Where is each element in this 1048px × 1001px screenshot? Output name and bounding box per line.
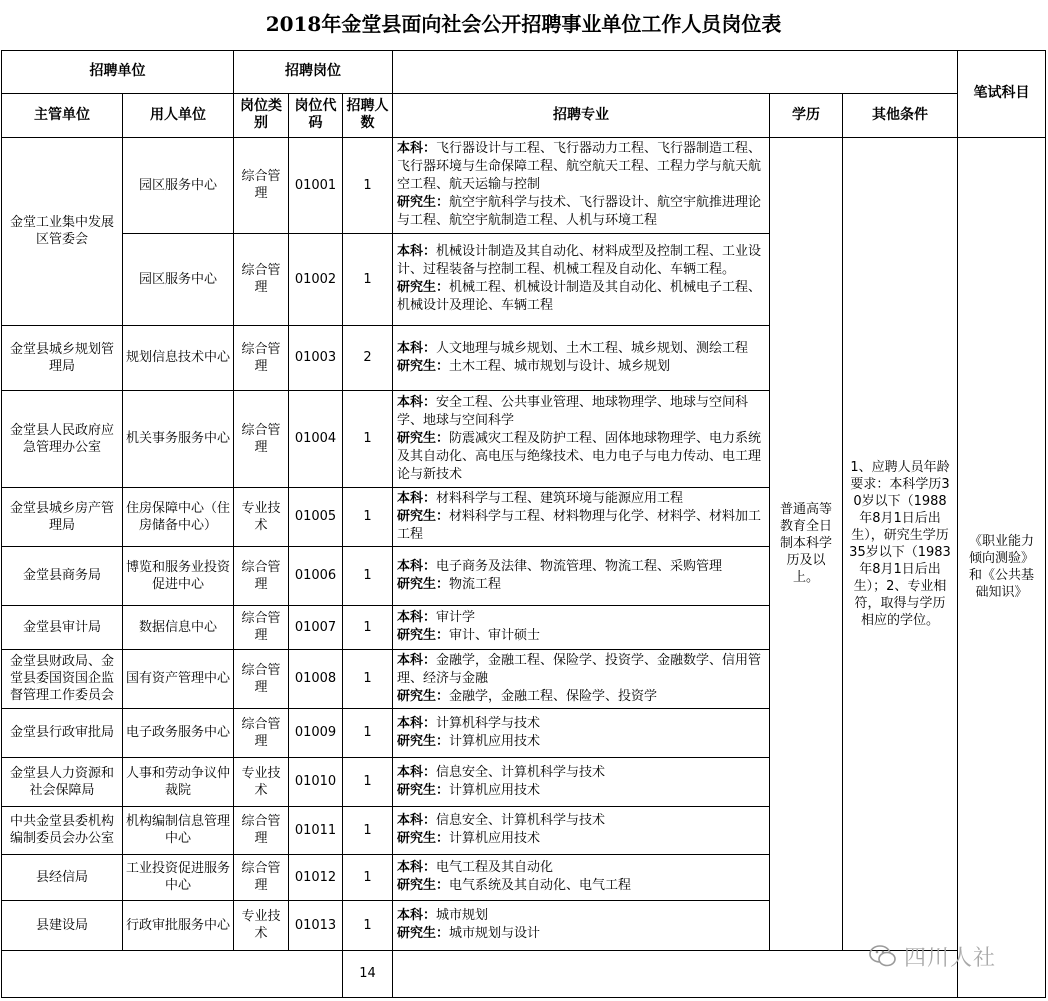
employer-cell: 住房保障中心（住房储备中心）	[123, 487, 234, 546]
employer-cell: 博览和服务业投资促进中心	[123, 546, 234, 605]
undergrad-label: 本科：	[397, 340, 437, 356]
undergrad-label: 本科：	[397, 908, 437, 923]
undergrad-label: 本科：	[397, 558, 437, 574]
postgrad-label: 研究生：	[397, 878, 450, 893]
count-cell: 1	[343, 708, 393, 757]
count-cell: 2	[343, 325, 393, 390]
employer-cell: 国有资产管理中心	[123, 649, 234, 708]
post-code-cell: 01006	[289, 546, 343, 605]
dept-cell: 县经信局	[2, 854, 123, 900]
header-recruiting-unit: 招聘单位	[2, 50, 234, 93]
postgrad-majors: 电气系统及其自动化、电气工程	[449, 878, 632, 893]
header-education: 学历	[770, 93, 843, 137]
undergrad-majors: 城市规划	[436, 908, 489, 923]
employer-cell: 机关事务服务中心	[123, 390, 234, 487]
header-employer: 用人单位	[123, 93, 234, 137]
undergrad-majors: 材料科学与工程、建筑环境与能源应用工程	[436, 490, 684, 506]
employer-cell: 电子政务服务中心	[123, 708, 234, 757]
employer-cell: 工业投资促进服务中心	[123, 854, 234, 900]
postgrad-majors: 计算机应用技术	[449, 782, 541, 798]
post-code-cell: 01012	[289, 854, 343, 900]
employer-cell: 数据信息中心	[123, 605, 234, 649]
dept-cell: 金堂县商务局	[2, 546, 123, 605]
count-cell: 1	[343, 649, 393, 708]
post-type-cell: 综合管理	[234, 605, 289, 649]
undergrad-majors: 人文地理与城乡规划、土木工程、城乡规划、测绘工程	[436, 340, 749, 356]
undergrad-majors: 机械设计制造及其自动化、材料成型及控制工程、工业设计、过程装备与控制工程、机械工程及自动化、车辆工程。	[397, 244, 762, 277]
postgrad-label: 研究生：	[397, 576, 450, 592]
postgrad-majors: 审计、审计硕士	[449, 628, 541, 643]
count-cell: 1	[343, 546, 393, 605]
major-cell	[393, 137, 770, 233]
employer-cell: 行政审批服务中心	[123, 900, 234, 950]
count-cell: 1	[343, 137, 393, 233]
postgrad-label: 研究生：	[397, 280, 450, 295]
postgrad-label: 研究生：	[397, 195, 450, 210]
major-cell	[393, 546, 770, 605]
dept-cell: 金堂县财政局、金堂县委国资国企监督管理工作委员会	[2, 649, 123, 708]
dept-cell: 县建设局	[2, 900, 123, 950]
undergrad-label: 本科：	[397, 141, 437, 156]
undergrad-label: 本科：	[397, 652, 437, 668]
header-post-type: 岗位类别	[234, 93, 289, 137]
dept-cell: 金堂县城乡房产管理局	[2, 487, 123, 546]
count-cell: 1	[343, 487, 393, 546]
postgrad-majors: 土木工程、城市规划与设计、城乡规划	[449, 358, 671, 374]
postgrad-label: 研究生：	[397, 508, 450, 524]
header-major: 招聘专业	[393, 93, 770, 137]
major-cell	[393, 325, 770, 390]
page-title: 2018年金堂县面向社会公开招聘事业单位工作人员岗位表	[2, 0, 1046, 50]
job-table	[1, 0, 1046, 998]
employer-cell: 规划信息技术中心	[123, 325, 234, 390]
major-cell	[393, 854, 770, 900]
postgrad-majors: 金融学，金融工程、保险学、投资学	[449, 688, 658, 704]
undergrad-label: 本科：	[397, 764, 437, 780]
post-type-cell: 综合管理	[234, 806, 289, 854]
employer-cell: 园区服务中心	[123, 137, 234, 233]
exam-subjects: 《职业能力倾向测验》和《公共基础知识》	[958, 137, 1046, 997]
post-type-cell: 综合管理	[234, 708, 289, 757]
undergrad-label: 本科：	[397, 715, 437, 731]
header-post-code: 岗位代码	[289, 93, 343, 137]
postgrad-majors: 计算机应用技术	[449, 831, 541, 846]
post-code-cell: 01010	[289, 757, 343, 806]
postgrad-label: 研究生：	[397, 831, 450, 846]
count-cell: 1	[343, 757, 393, 806]
postgrad-majors: 材料科学与工程、材料物理与化学、材料学、材料加工工程	[397, 508, 762, 542]
header-count: 招聘人数	[343, 93, 393, 137]
post-code-cell: 01003	[289, 325, 343, 390]
table-row	[2, 137, 1046, 233]
post-type-cell: 综合管理	[234, 137, 289, 233]
undergrad-label: 本科：	[397, 860, 437, 875]
post-code-cell: 01008	[289, 649, 343, 708]
post-type-cell: 专业技术	[234, 900, 289, 950]
major-cell	[393, 806, 770, 854]
major-cell	[393, 757, 770, 806]
dept-cell: 金堂县城乡规划管理局	[2, 325, 123, 390]
watermark	[868, 940, 1018, 972]
undergrad-label: 本科：	[397, 244, 437, 259]
undergrad-majors: 信息安全、计算机科学与技术	[436, 764, 606, 780]
major-cell	[393, 649, 770, 708]
header-dept: 主管单位	[2, 93, 123, 137]
postgrad-label: 研究生：	[397, 733, 450, 749]
dept-cell: 金堂县行政审批局	[2, 708, 123, 757]
postgrad-label: 研究生：	[397, 430, 450, 446]
post-code-cell: 01002	[289, 233, 343, 325]
postgrad-label: 研究生：	[397, 782, 450, 798]
count-cell: 1	[343, 900, 393, 950]
major-cell	[393, 233, 770, 325]
undergrad-majors: 审计学	[436, 610, 476, 625]
postgrad-label: 研究生：	[397, 688, 450, 704]
post-code-cell: 01004	[289, 390, 343, 487]
post-type-cell: 综合管理	[234, 325, 289, 390]
header-exam-subject: 笔试科目	[958, 50, 1046, 137]
undergrad-label: 本科：	[397, 394, 437, 410]
watermark-text: 四川人社	[904, 945, 997, 971]
post-code-cell: 01011	[289, 806, 343, 854]
post-code-cell: 01005	[289, 487, 343, 546]
employer-cell: 园区服务中心	[123, 233, 234, 325]
major-cell	[393, 900, 770, 950]
undergrad-majors: 电气工程及其自动化	[436, 860, 554, 875]
dept-cell: 金堂县审计局	[2, 605, 123, 649]
undergrad-label: 本科：	[397, 610, 437, 625]
major-cell	[393, 708, 770, 757]
education-requirement: 普通高等教育全日制本科学历及以上。	[770, 137, 843, 950]
post-code-cell: 01013	[289, 900, 343, 950]
count-cell: 1	[343, 233, 393, 325]
undergrad-majors: 计算机科学与技术	[436, 715, 541, 731]
post-type-cell: 综合管理	[234, 854, 289, 900]
postgrad-label: 研究生：	[397, 358, 450, 374]
post-type-cell: 综合管理	[234, 390, 289, 487]
postgrad-label: 研究生：	[397, 926, 450, 941]
dept-cell: 金堂县人民政府应急管理办公室	[2, 390, 123, 487]
post-type-cell: 专业技术	[234, 757, 289, 806]
major-cell	[393, 390, 770, 487]
postgrad-majors: 物流工程	[449, 576, 502, 592]
wechat-icon	[868, 941, 898, 971]
total-blank	[2, 950, 343, 997]
header-other: 其他条件	[843, 93, 958, 137]
post-code-cell: 01007	[289, 605, 343, 649]
count-cell: 1	[343, 806, 393, 854]
major-cell	[393, 605, 770, 649]
count-cell: 1	[343, 854, 393, 900]
major-cell	[393, 487, 770, 546]
post-code-cell: 01001	[289, 137, 343, 233]
undergrad-majors: 飞行器设计与工程、飞行器动力工程、飞行器制造工程、飞行器环境与生命保障工程、航空航天工程、工程力学与航天航空工程、航天运输与控制	[397, 141, 762, 192]
post-type-cell: 综合管理	[234, 649, 289, 708]
count-cell: 1	[343, 605, 393, 649]
post-code-cell: 01009	[289, 708, 343, 757]
header-blank	[393, 50, 958, 93]
dept-cell: 中共金堂县委机构编制委员会办公室	[2, 806, 123, 854]
undergrad-majors: 金融学，金融工程、保险学、投资学、金融数学、信用管理、经济与金融	[397, 652, 762, 686]
dept-cell: 金堂工业集中发展区管委会	[2, 137, 123, 325]
undergrad-majors: 信息安全、计算机科学与技术	[436, 813, 606, 828]
undergrad-label: 本科：	[397, 813, 437, 828]
post-type-cell: 专业技术	[234, 487, 289, 546]
postgrad-majors: 防震减灾工程及防护工程、固体地球物理学、电力系统及其自动化、高电压与绝缘技术、电力电子与电力传动、电工理论与新技术	[397, 430, 762, 482]
undergrad-label: 本科：	[397, 490, 437, 506]
postgrad-majors: 城市规划与设计	[449, 926, 541, 941]
dept-cell: 金堂县人力资源和社会保障局	[2, 757, 123, 806]
employer-cell: 人事和劳动争议仲裁院	[123, 757, 234, 806]
post-type-cell: 综合管理	[234, 546, 289, 605]
total-count: 14	[343, 950, 393, 997]
postgrad-majors: 机械工程、机械设计制造及其自动化、机械电子工程、机械设计及理论、车辆工程	[397, 280, 762, 313]
count-cell: 1	[343, 390, 393, 487]
other-conditions: 1、应聘人员年龄要求：本科学历30岁以下（1988年8月1日后出生），研究生学历35岁以下（1983年8月1日后出生）；2、专业相符，取得与学历相应的学位。	[843, 137, 958, 950]
post-type-cell: 综合管理	[234, 233, 289, 325]
employer-cell: 机构编制信息管理中心	[123, 806, 234, 854]
postgrad-majors: 航空宇航科学与技术、飞行器设计、航空宇航推进理论与工程、航空宇航制造工程、人机与环境工程	[397, 195, 762, 228]
postgrad-label: 研究生：	[397, 628, 450, 643]
header-recruiting-post: 招聘岗位	[234, 50, 393, 93]
undergrad-majors: 安全工程、公共事业管理、地球物理学、地球与空间科学、地球与空间科学	[397, 394, 749, 428]
postgrad-majors: 计算机应用技术	[449, 733, 541, 749]
undergrad-majors: 电子商务及法律、物流管理、物流工程、采购管理	[436, 558, 723, 574]
